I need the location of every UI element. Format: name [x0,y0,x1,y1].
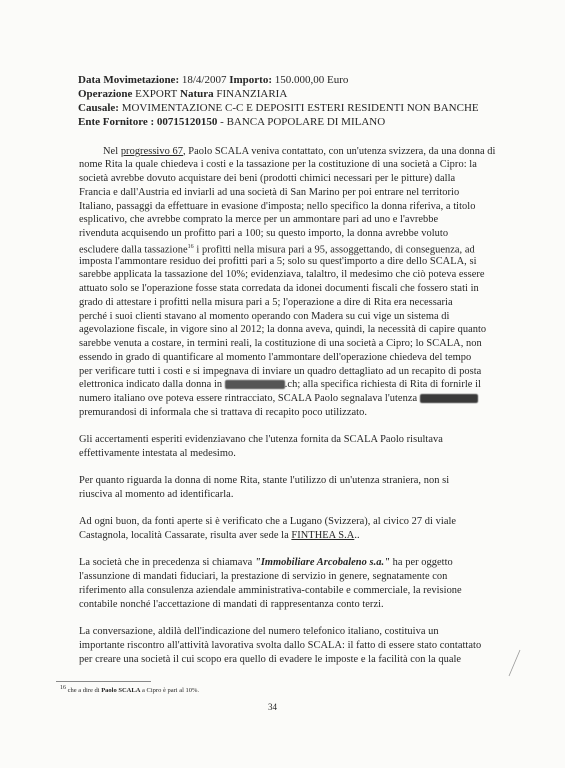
p1-line-9: imposta l'ammontare residuo dei profitti pari a 5; solo su quest'importo a dire dello SCALA, si [79,256,477,267]
p1-line-15: sarebbe venuta a costare, in termini reali, la costituzione di una società a Cipro; lo SCALA, non [79,338,482,349]
p1-line-12: grado di attestare i profitti nella misura pari a 5; l'operazione a dire di Rita era necessaria [79,297,453,308]
p5-line-4: contabile nonché l'accettazione di mandati di rappresentanza conto terzi. [79,599,384,610]
redacted-phone [420,394,478,403]
footnote-text: che a dire di [66,687,102,695]
p1-line-10: sarebbe applicata la tassazione del 10%; evidenziava, talaltro, il medesimo che ciò poteva essere [79,269,485,280]
margin-pencil-mark [505,648,523,678]
amount-label: Importo: [226,74,273,86]
former-company-name: "Immobiliare Arcobaleno s.a." [255,557,390,568]
p2-line-1: Gli accertamenti esperiti evidenziavano che l'utenza fornita da SCALA Paolo risultava [79,434,443,445]
p1-line-20: premurandosi di informala che si trattava di recapito poco utilizzato. [79,407,367,418]
p1-text: i profitti nella misura pari a 95, assoggettando, di conseguenza, ad [193,244,475,256]
amount-value: 150.000,00 Euro [272,74,349,86]
p1-text: Nel [103,146,121,157]
p5-line-2: l'assunzione di mandati fiduciari, la prestazione di servizio in genere, segnatamente con [79,571,448,582]
operation-value: EXPORT [132,88,178,100]
p6-line-2: importante riscontro all'attività lavorativa svolta dallo SCALA: il fatto di essere stato contattato [79,640,482,651]
p1-line-14: agevolazione fiscale, in vigore sino al 2012; la donna aveva, quindi, la necessità di capire quanto [79,324,487,335]
p1-line-7: rivenduta acquisendo un profitto pari a 100; su questo importo, la donna avrebbe voluto [79,228,449,239]
p1-line-18 [79,378,481,391]
p1-line-6: esplicativo, che avrebbe comprato la merce per un ammontare pari ad uno e l'avrebbe [79,214,439,225]
p1-line-4: Francia e dall'Austria ed inviarli ad una società di San Marino per poi entrare nel territorio [79,187,460,198]
footnote-text: a Cipro è pari al 10%. [140,687,200,695]
provider-label: Ente Fornitore : 00715120150 [78,116,218,128]
provider-value: - BANCA POPOLARE DI MILANO [217,116,386,128]
footnote [60,685,199,694]
p1-text: , Paolo SCALA veniva contattato, con un'utenza svizzera, da una donna di [182,146,496,157]
p6-line-3: per creare una società il cui scopo era quello di evadere le imposte e la facilità con la quale [79,654,462,665]
header-line-4 [78,116,385,129]
p6-line-1: La conversazione, aldilà dell'indicazione del numero telefonico italiano, costituiva un [79,626,439,637]
footnote-divider [56,681,151,682]
p1-line-19 [79,392,478,405]
p1-line-13: perché i suoi clienti stavano al momento operando con Madera su cui vige un sistema di [79,311,450,322]
movement-date-label: Data Movimetazione: [78,74,180,86]
header-line-2 [78,88,287,101]
reason-value: MOVIMENTAZIONE C-C E DEPOSITI ESTERI RESIDENTI NON BANCHE [118,102,479,114]
p1-line-11: attuato solo se l'operazione fosse stata corredata da idonei documenti fiscali che fossero stati in [79,283,479,294]
company-name: FINTHEA S.A [291,530,355,541]
p1-text: numero italiano ove poteva essere rintracciato, SCALA Paolo segnalava l'utenza [79,393,420,404]
footnote-ref: 16 [187,244,194,250]
p5-line-3: riferimento alla consulenza aziendale amministrativa-contabile e commerciale, la revisione [79,585,462,596]
p4-text: .. [354,530,360,541]
reason-label: Causale: [78,102,119,114]
p1-line-2: nome Rita la quale chiedeva i costi e la tassazione per la costituzione di una società a Cipro: la [79,159,477,170]
p2-line-2: effettivamente intestata al medesimo. [79,448,236,459]
p1-text: elettronica indicato dalla donna in [79,379,225,390]
p3-line-1: Per quanto riguarda la donna di nome Rita, stante l'utilizzo di un'utenza straniera, non si [79,475,450,486]
operation-label: Operazione [78,88,133,100]
p1-line-3: società avrebbe dovuto acquistare dei beni (prodotti chimici necessari per le pitture) dalla [79,173,456,184]
footnote-number: 16 [60,685,66,691]
p1-line-17: per verificare tutti i costi e si impegnava di inviare un quadro dettagliato ad un recapito di posta [79,366,482,377]
header-line-3 [78,102,479,115]
p1-text: escludere dalla tassazione [79,244,188,256]
p5-text: ha per oggetto [390,557,453,568]
movement-date-value: 18/4/2007 [179,74,227,86]
nature-value: FINANZIARIA [213,88,288,100]
p1-text: .ch; alla specifica richiesta di Rita di fornirle il [284,379,481,390]
page-number: 34 [268,702,277,712]
p4-text: Castagnola, località Cassarate, risulta aver sede la [79,530,292,541]
nature-label: Natura [177,88,214,100]
redacted-email [225,380,285,389]
p4-line-1: Ad ogni buon, da fonti aperte si è verificato che a Lugano (Svizzera), al civico 27 di viale [79,516,457,527]
p3-line-2: riusciva al momento ad identificarla. [79,489,234,500]
p1-line-1 [103,145,495,158]
p1-line-5: Italiano, passaggi da effettuare in evasione d'imposta; nello specifico la donna riferiva, a titolo [79,201,476,212]
header-line-1 [78,74,348,87]
p4-line-2 [79,529,360,542]
progressive-ref: progressivo 67 [120,146,183,157]
p1-line-16: essendo in grado di quantificare al momento l'ammontare dell'operazione chiedeva del tempo [79,352,472,363]
footnote-name: Paolo SCALA [101,687,141,695]
p5-line-1 [79,556,453,569]
p5-text: La società che in precedenza si chiamava [79,557,255,568]
